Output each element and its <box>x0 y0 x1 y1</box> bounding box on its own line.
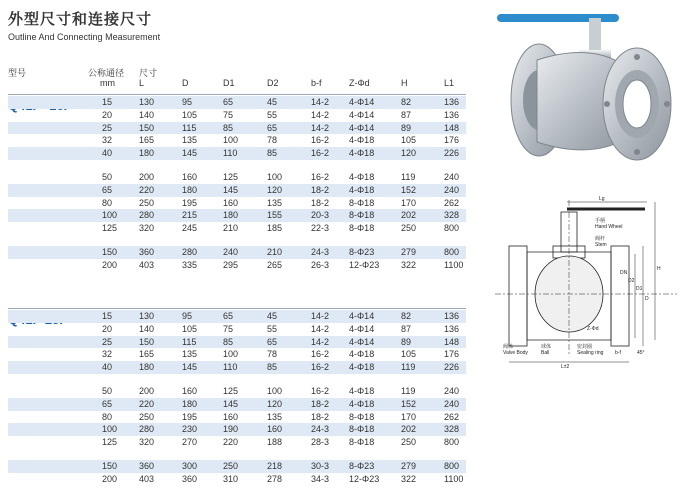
table-cell: 8-Φ18 <box>349 437 375 448</box>
table-divider <box>8 94 466 95</box>
table-cell: 55 <box>267 323 278 334</box>
table-row <box>8 134 466 147</box>
table-cell: 14-2 <box>311 97 330 107</box>
table-cell: 145 <box>223 184 239 195</box>
dim-d2: D2 <box>628 278 635 284</box>
table-cell: 4-Φ18 <box>349 349 375 360</box>
table-cell: 16-2 <box>311 385 330 396</box>
header-col-5: Z-Φd <box>349 78 370 88</box>
table-cell: 148 <box>444 336 460 347</box>
table-cell: 75 <box>223 323 234 334</box>
table-cell: 85 <box>267 148 278 159</box>
table-cell: 150 <box>139 122 155 133</box>
table-cell: 160 <box>223 411 239 422</box>
row-gap <box>8 235 466 246</box>
label-stem-cn: 阀杆 <box>595 236 606 242</box>
table-cell: 280 <box>139 210 155 221</box>
table-cell: 125 <box>223 171 239 182</box>
table-cell: 100 <box>223 135 239 146</box>
table-cell: 65 <box>102 398 113 409</box>
table-cell: 262 <box>444 411 460 422</box>
table-cell: 202 <box>401 210 417 221</box>
table-cell: 300 <box>182 460 198 471</box>
table-cell: 250 <box>223 460 239 471</box>
table-cell: 279 <box>401 246 417 257</box>
table-cell: 160 <box>182 171 198 182</box>
table-cell: 25 <box>102 336 113 347</box>
table-cell: 1100 <box>444 259 464 270</box>
table-row <box>8 398 466 411</box>
table-cell: 200 <box>139 385 155 396</box>
table-cell: 20 <box>102 323 113 334</box>
table-cell: 262 <box>444 197 460 208</box>
table-cell: 152 <box>401 184 417 195</box>
table-row <box>8 348 466 361</box>
table-cell: 87 <box>401 109 412 120</box>
header-col-4: b-f <box>311 78 322 88</box>
table-cell: 45 <box>267 311 278 321</box>
dim-zd: Z-Φd <box>587 326 599 332</box>
row-gap <box>8 449 466 460</box>
table-cell: 89 <box>401 336 412 347</box>
table-cell: 32 <box>102 135 113 146</box>
table-cell: 190 <box>223 424 239 435</box>
table-cell: 65 <box>267 336 278 347</box>
table-cell: 135 <box>182 135 198 146</box>
table-cell: 215 <box>182 210 198 221</box>
table-cell: 185 <box>267 223 283 234</box>
table-row <box>8 147 466 160</box>
ball-valve-photo <box>497 12 675 167</box>
table-cell: 150 <box>139 336 155 347</box>
table-cell: 240 <box>444 385 460 396</box>
table-cell: 85 <box>223 122 234 133</box>
table-row <box>8 122 466 135</box>
table-cell: 125 <box>102 223 118 234</box>
table-cell: 360 <box>182 473 198 484</box>
table-cell: 22-3 <box>311 223 330 234</box>
table-cell: 265 <box>267 259 283 270</box>
table-cell: 335 <box>182 259 198 270</box>
table-cell: 115 <box>182 122 197 133</box>
table-cell: 200 <box>139 171 155 182</box>
table-cell: 240 <box>444 171 460 182</box>
table-cell: 120 <box>267 184 283 195</box>
table-cell: 75 <box>223 109 234 120</box>
label-stem-en: Stem <box>595 242 607 248</box>
table-cell: 18-2 <box>311 398 330 409</box>
table-cell: 800 <box>444 460 460 471</box>
table-cell: 14-2 <box>311 122 330 133</box>
table-cell: 100 <box>267 171 283 182</box>
table-cell: 135 <box>267 197 283 208</box>
table-row <box>8 109 466 122</box>
table-cell: 105 <box>182 323 198 334</box>
table-cell: 403 <box>139 259 155 270</box>
table-cell: 4-Φ18 <box>349 385 375 396</box>
table-cell: 8-Φ18 <box>349 411 375 422</box>
header-col-6: H <box>401 78 408 88</box>
table-cell: 278 <box>267 473 283 484</box>
table-cell: 18-2 <box>311 197 330 208</box>
table-cell: 170 <box>401 197 417 208</box>
table-row <box>8 473 466 486</box>
table-cell: 16-2 <box>311 135 330 146</box>
table-cell: 320 <box>139 437 155 448</box>
table-cell: 322 <box>401 259 417 270</box>
table-cell: 119 <box>401 385 416 396</box>
label-hand-wheel-cn: 手柄 <box>595 218 606 224</box>
table-cell: 8-Φ18 <box>349 223 375 234</box>
header-col-1: D <box>182 78 189 88</box>
table-cell: 20-3 <box>311 210 330 221</box>
table-cell: 195 <box>182 411 198 422</box>
table-cell: 80 <box>102 197 113 208</box>
table-cell: 16-2 <box>311 362 330 373</box>
table-cell: 105 <box>182 109 198 120</box>
table-cell: 240 <box>223 246 239 257</box>
header-size: 尺寸 <box>139 68 158 78</box>
table-cell: 240 <box>444 184 460 195</box>
table-cell: 105 <box>401 349 417 360</box>
table-cell: 12-Φ23 <box>349 473 380 484</box>
label-valve-body-en: Valve Body <box>503 350 528 356</box>
table-cell: 15 <box>102 97 113 107</box>
table-cell: 140 <box>139 109 155 120</box>
spec-table <box>8 310 466 486</box>
table-cell: 202 <box>401 424 417 435</box>
table-cell: 14-2 <box>311 311 330 321</box>
table-cell: 40 <box>102 362 113 373</box>
table-cell: 176 <box>444 135 460 146</box>
table-cell: 16-2 <box>311 171 330 182</box>
header-col-3: D2 <box>267 78 279 88</box>
table-cell: 4-Φ18 <box>349 184 375 195</box>
table-cell: 145 <box>182 148 198 159</box>
table-cell: 120 <box>267 398 283 409</box>
table-cell: 24-3 <box>311 246 330 257</box>
table-cell: 4-Φ14 <box>349 323 375 334</box>
table-cell: 220 <box>139 398 155 409</box>
table-cell: 800 <box>444 223 460 234</box>
table-row <box>8 209 466 222</box>
label-ball-cn: 球体 <box>541 344 552 350</box>
table-cell: 220 <box>223 437 239 448</box>
table-cell: 16-2 <box>311 148 330 159</box>
header-model: 型号 <box>8 68 27 78</box>
valve-section-drawing <box>495 190 677 370</box>
dim-h: H <box>657 266 661 272</box>
table-cell: 14-2 <box>311 336 330 347</box>
table-row <box>8 222 466 235</box>
table-cell: 24-3 <box>311 424 330 435</box>
table-cell: 55 <box>267 109 278 120</box>
table-cell: 45 <box>267 97 278 107</box>
table-cell: 50 <box>102 385 113 396</box>
table-cell: 12-Φ23 <box>349 259 380 270</box>
table-cell: 87 <box>401 323 412 334</box>
table-cell: 4-Φ18 <box>349 398 375 409</box>
table-cell: 82 <box>401 311 412 321</box>
table-cell: 800 <box>444 246 460 257</box>
table-cell: 226 <box>444 362 460 373</box>
table-cell: 320 <box>139 223 155 234</box>
table-cell: 136 <box>444 97 460 107</box>
dim-d: D <box>645 296 649 302</box>
table-cell: 8-Φ23 <box>349 460 375 471</box>
header-col-7: L1 <box>444 78 455 88</box>
table-cell: 8-Φ23 <box>349 246 375 257</box>
table-cell: 360 <box>139 246 155 257</box>
table-cell: 4-Φ18 <box>349 171 375 182</box>
table-row <box>8 96 466 109</box>
table-cell: 165 <box>139 135 155 146</box>
table-cell: 136 <box>444 109 460 120</box>
table-row <box>8 336 466 349</box>
table-cell: 210 <box>267 246 283 257</box>
row-gap <box>8 160 466 171</box>
table-cell: 322 <box>401 473 417 484</box>
table-cell: 130 <box>139 311 155 321</box>
table-cell: 18-2 <box>311 411 330 422</box>
table-cell: 4-Φ18 <box>349 148 375 159</box>
table-cell: 180 <box>182 184 198 195</box>
table-row <box>8 385 466 398</box>
table-cell: 8-Φ18 <box>349 210 375 221</box>
table-cell: 25 <box>102 122 113 133</box>
table-cell: 270 <box>182 437 198 448</box>
table-cell: 180 <box>139 362 155 373</box>
table-cell: 295 <box>223 259 239 270</box>
table-cell: 14-2 <box>311 109 330 120</box>
table-cell: 100 <box>267 385 283 396</box>
table-cell: 40 <box>102 148 113 159</box>
table-row <box>8 423 466 436</box>
table-row <box>8 361 466 374</box>
table-cell: 135 <box>182 349 198 360</box>
table-cell: 188 <box>267 437 283 448</box>
table-cell: 100 <box>102 424 118 435</box>
table-cell: 155 <box>267 210 283 221</box>
table-cell: 180 <box>182 398 198 409</box>
table-cell: 200 <box>102 259 118 270</box>
table-cell: 360 <box>139 460 155 471</box>
table-cell: 65 <box>267 122 278 133</box>
table-cell: 160 <box>182 385 198 396</box>
table-cell: 78 <box>267 135 278 146</box>
table-cell: 30-3 <box>311 460 330 471</box>
table-cell: 136 <box>444 311 460 321</box>
table-cell: 85 <box>223 336 234 347</box>
spec-table <box>8 96 466 272</box>
label-hand-wheel-en: Hand Wheel <box>595 224 623 230</box>
header-col-0: L <box>139 78 145 88</box>
table-row <box>8 184 466 197</box>
table-cell: 16-2 <box>311 349 330 360</box>
table-row <box>8 411 466 424</box>
table-row <box>8 436 466 449</box>
table-cell: 20 <box>102 109 113 120</box>
table-cell: 328 <box>444 210 460 221</box>
table-cell: 170 <box>401 411 417 422</box>
table-cell: 220 <box>139 184 155 195</box>
table-divider <box>8 308 466 309</box>
dim-bf: b-f <box>615 350 621 356</box>
table-cell: 240 <box>444 398 460 409</box>
table-row <box>8 171 466 184</box>
table-cell: 4-Φ14 <box>349 109 375 120</box>
table-row <box>8 310 466 323</box>
table-cell: 100 <box>102 210 118 221</box>
table-cell: 245 <box>182 223 198 234</box>
table-cell: 152 <box>401 398 417 409</box>
table-cell: 85 <box>267 362 278 373</box>
dim-45: 45° <box>637 350 645 356</box>
table-cell: 1100 <box>444 473 464 484</box>
dim-lg: Lg <box>599 196 605 202</box>
table-cell: 165 <box>139 349 155 360</box>
table-cell: 34-3 <box>311 473 330 484</box>
label-valve-body-cn: 阀体 <box>503 344 514 350</box>
header-dn: 公称通径 <box>88 68 125 78</box>
table-cell: 310 <box>223 473 239 484</box>
table-cell: 18-2 <box>311 184 330 195</box>
label-ball-en: Ball <box>541 350 550 356</box>
table-cell: 89 <box>401 122 412 133</box>
row-gap <box>8 374 466 385</box>
table-cell: 32 <box>102 349 113 360</box>
table-cell: 180 <box>223 210 239 221</box>
table-cell: 95 <box>182 97 193 107</box>
table-cell: 280 <box>139 424 155 435</box>
header-dn-unit: mm <box>100 78 115 88</box>
table-cell: 160 <box>267 424 283 435</box>
table-cell: 110 <box>223 148 238 159</box>
table-cell: 4-Φ14 <box>349 122 375 133</box>
table-cell: 130 <box>139 97 155 107</box>
table-cell: 328 <box>444 424 460 435</box>
table-cell: 140 <box>139 323 155 334</box>
table-cell: 100 <box>223 349 239 360</box>
table-cell: 65 <box>223 311 234 321</box>
header-col-2: D1 <box>223 78 235 88</box>
table-cell: 105 <box>401 135 417 146</box>
table-cell: 218 <box>267 460 283 471</box>
table-cell: 148 <box>444 122 460 133</box>
table-cell: 279 <box>401 460 417 471</box>
table-cell: 4-Φ18 <box>349 362 375 373</box>
table-row <box>8 259 466 272</box>
table-cell: 120 <box>401 148 417 159</box>
table-cell: 8-Φ18 <box>349 424 375 435</box>
table-cell: 160 <box>223 197 239 208</box>
table-cell: 26-3 <box>311 259 330 270</box>
table-cell: 150 <box>102 246 118 257</box>
table-cell: 250 <box>139 411 155 422</box>
table-cell: 280 <box>182 246 198 257</box>
table-cell: 145 <box>182 362 198 373</box>
table-cell: 65 <box>102 184 113 195</box>
table-cell: 136 <box>444 323 460 334</box>
table-cell: 800 <box>444 437 460 448</box>
table-cell: 78 <box>267 349 278 360</box>
table-row <box>8 197 466 210</box>
table-cell: 65 <box>223 97 234 107</box>
table-cell: 8-Φ18 <box>349 197 375 208</box>
table-cell: 4-Φ14 <box>349 311 375 321</box>
table-cell: 125 <box>102 437 118 448</box>
table-cell: 135 <box>267 411 283 422</box>
table-cell: 125 <box>223 385 239 396</box>
dim-l: L±2 <box>561 364 570 370</box>
table-cell: 14-2 <box>311 323 330 334</box>
table-cell: 250 <box>139 197 155 208</box>
table-cell: 110 <box>223 362 238 373</box>
table-cell: 250 <box>401 437 417 448</box>
table-cell: 119 <box>401 171 416 182</box>
table-cell: 176 <box>444 349 460 360</box>
table-cell: 250 <box>401 223 417 234</box>
table-cell: 115 <box>182 336 197 347</box>
table-cell: 82 <box>401 97 412 107</box>
dim-d1: D1 <box>636 286 643 292</box>
table-cell: 230 <box>182 424 198 435</box>
page-subtitle: Outline And Connecting Measurement <box>8 32 161 42</box>
table-cell: 195 <box>182 197 198 208</box>
table-row <box>8 246 466 259</box>
table-cell: 4-Φ14 <box>349 336 375 347</box>
table-cell: 180 <box>139 148 155 159</box>
table-cell: 95 <box>182 311 193 321</box>
label-sealing-cn: 密封圈 <box>577 344 593 350</box>
table-cell: 200 <box>102 473 118 484</box>
table-cell: 403 <box>139 473 155 484</box>
table-cell: 145 <box>223 398 239 409</box>
table-cell: 80 <box>102 411 113 422</box>
table-row <box>8 460 466 473</box>
table-row <box>8 323 466 336</box>
table-cell: 50 <box>102 171 113 182</box>
table-cell: 15 <box>102 311 113 321</box>
table-cell: 119 <box>401 362 416 373</box>
page-title: 外型尺寸和连接尺寸 <box>8 10 153 28</box>
label-sealing-en: Sealing ring <box>577 350 604 356</box>
table-cell: 210 <box>223 223 239 234</box>
table-cell: 4-Φ14 <box>349 97 375 107</box>
table-cell: 226 <box>444 148 460 159</box>
dim-dn: DN <box>620 270 628 276</box>
table-cell: 4-Φ18 <box>349 135 375 146</box>
table-cell: 150 <box>102 460 118 471</box>
table-cell: 28-3 <box>311 437 330 448</box>
